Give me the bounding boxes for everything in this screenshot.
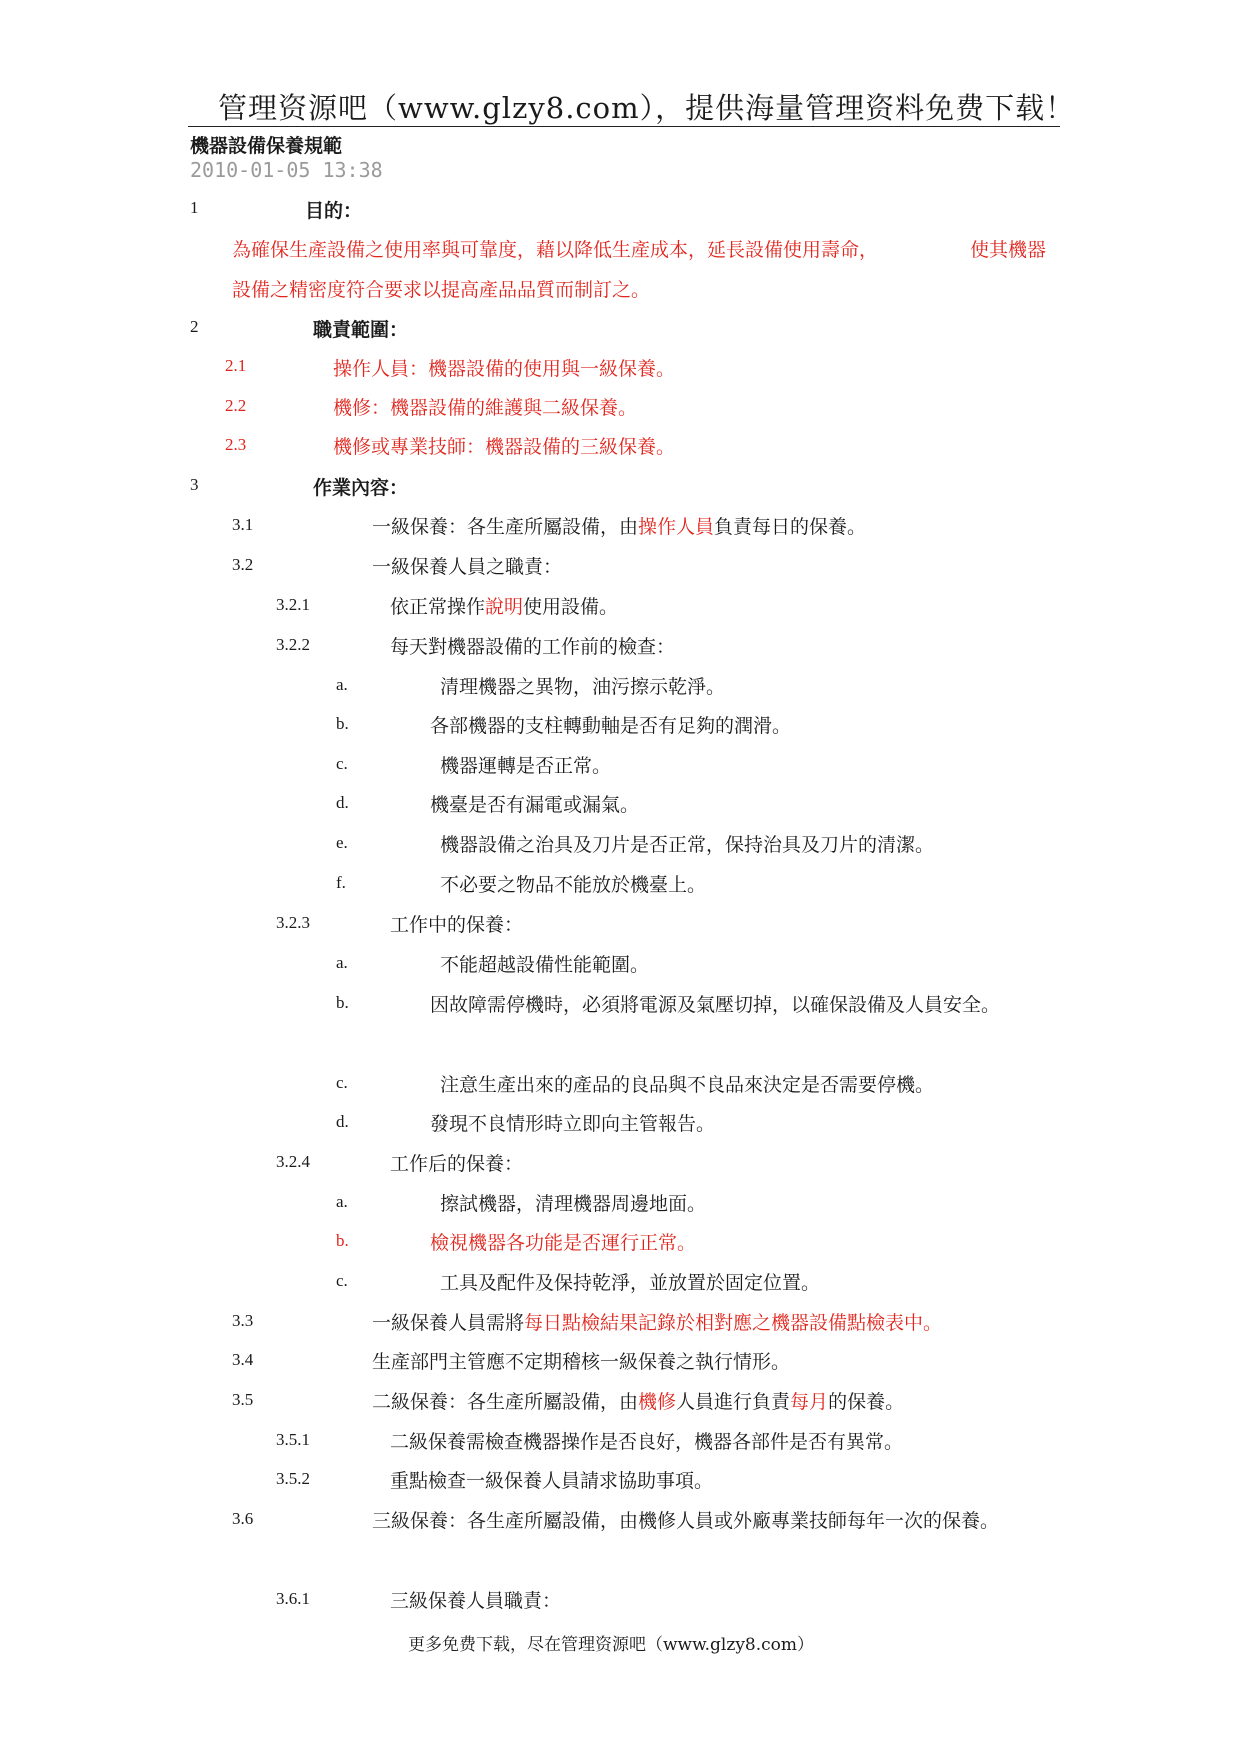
section-1-number: 1 xyxy=(190,198,199,217)
section-1-heading: 目的： xyxy=(305,200,363,222)
list-item-text: 因故障需停機時，必須將電源及氣壓切掉，以確保設備及人員安全。 xyxy=(430,994,1001,1016)
item-3-5-2-text: 重點檢查一級保養人員請求協助事項。 xyxy=(390,1470,714,1492)
header-rule xyxy=(188,126,1060,127)
list-item-text: 檢視機器各功能是否運行正常。 xyxy=(430,1232,697,1254)
list-letter: b. xyxy=(336,1231,349,1250)
list-letter: b. xyxy=(336,714,349,733)
item-3-1-text: 一級保養：各生產所屬設備，由操作人員負責每日的保養。 xyxy=(372,516,867,538)
item-3-5-2-number: 3.5.2 xyxy=(276,1469,310,1488)
section-1-paragraph-line1-end: 使其機器 xyxy=(970,239,1047,261)
item-3-5-1-number: 3.5.1 xyxy=(276,1430,310,1449)
list-item-text: 機器運轉是否正常。 xyxy=(440,755,612,777)
list-letter: d. xyxy=(336,1112,349,1131)
list-letter: d. xyxy=(336,793,349,812)
list-item-text: 清理機器之異物，油污擦示乾淨。 xyxy=(440,676,726,698)
list-letter: a. xyxy=(336,675,348,694)
section-3-heading: 作業內容： xyxy=(313,477,409,499)
item-2-2-number: 2.2 xyxy=(225,396,247,415)
item-3-2-1-text: 依正常操作說明使用設備。 xyxy=(390,596,619,618)
list-item-text: 發現不良情形時立即向主管報告。 xyxy=(430,1113,716,1135)
item-2-3-number: 2.3 xyxy=(225,435,247,454)
item-3-2-1-number: 3.2.1 xyxy=(276,595,310,614)
item-2-1-number: 2.1 xyxy=(225,356,247,375)
list-item-text: 機器設備之治具及刀片是否正常，保持治具及刀片的清潔。 xyxy=(440,834,935,856)
section-3-number: 3 xyxy=(190,475,199,494)
section-2-number: 2 xyxy=(190,317,199,336)
item-3-2-4-number: 3.2.4 xyxy=(276,1152,310,1171)
list-letter: c. xyxy=(336,754,348,773)
list-letter: a. xyxy=(336,1192,348,1211)
item-3-5-1-text: 二級保養需檢查機器操作是否良好，機器各部件是否有異常。 xyxy=(390,1431,904,1453)
section-1-paragraph-line2: 設備之精密度符合要求以提高產品品質而制訂之。 xyxy=(232,279,651,301)
item-3-6-1-number: 3.6.1 xyxy=(276,1589,310,1608)
item-2-1-text: 操作人員：機器設備的使用與一級保養。 xyxy=(333,358,676,380)
list-item-text: 工具及配件及保持乾淨，並放置於固定位置。 xyxy=(440,1272,821,1294)
list-item-text: 各部機器的支柱轉動軸是否有足夠的潤滑。 xyxy=(430,715,792,737)
item-3-4-number: 3.4 xyxy=(232,1350,254,1369)
list-item-text: 注意生產出來的產品的良品與不良品來決定是否需要停機。 xyxy=(440,1074,935,1096)
list-item-text: 不必要之物品不能放於機臺上。 xyxy=(440,874,707,896)
page-footer: 更多免费下载，尽在管理资源吧（www.glzy8.com） xyxy=(408,1635,815,1655)
section-1-paragraph-line1: 為確保生產設備之使用率與可靠度，藉以降低生產成本，延長設備使用壽命， xyxy=(232,239,879,261)
item-3-6-text: 三級保養：各生產所屬設備，由機修人員或外廠專業技師每年一次的保養。 xyxy=(372,1510,1000,1532)
list-item-text: 機臺是否有漏電或漏氣。 xyxy=(430,794,640,816)
list-letter: e. xyxy=(336,833,348,852)
site-banner: 管理资源吧（www.glzy8.com），提供海量管理资料免费下载！ xyxy=(218,91,1076,125)
item-3-5-text: 二級保養：各生產所屬設備，由機修人員進行負責每月的保養。 xyxy=(372,1391,905,1413)
list-item-text: 擦試機器，清理機器周邊地面。 xyxy=(440,1193,707,1215)
list-item-text: 不能超越設備性能範圍。 xyxy=(440,954,650,976)
item-3-3-number: 3.3 xyxy=(232,1311,254,1330)
item-3-6-1-text: 三級保養人員職責： xyxy=(390,1590,562,1612)
item-3-2-4-text: 工作后的保養： xyxy=(390,1153,524,1175)
item-2-3-text: 機修或專業技師：機器設備的三級保養。 xyxy=(333,436,676,458)
item-3-4-text: 生產部門主管應不定期稽核一級保養之執行情形。 xyxy=(372,1351,791,1373)
item-3-2-text: 一級保養人員之職責： xyxy=(372,556,563,578)
section-2-heading: 職責範圍： xyxy=(313,319,409,341)
item-3-2-2-number: 3.2.2 xyxy=(276,635,310,654)
item-3-2-2-text: 每天對機器設備的工作前的檢查： xyxy=(390,636,676,658)
list-letter: c. xyxy=(336,1271,348,1290)
item-3-2-3-text: 工作中的保養： xyxy=(390,914,524,936)
document-date: 2010-01-05 13:38 xyxy=(190,158,383,182)
item-3-2-3-number: 3.2.3 xyxy=(276,913,310,932)
document-title: 機器設備保養規範 xyxy=(190,135,343,157)
item-3-5-number: 3.5 xyxy=(232,1390,254,1409)
list-letter: b. xyxy=(336,993,349,1012)
item-2-2-text: 機修：機器設備的維護與二級保養。 xyxy=(333,397,638,419)
item-3-6-number: 3.6 xyxy=(232,1509,254,1528)
item-3-2-number: 3.2 xyxy=(232,555,254,574)
item-3-1-number: 3.1 xyxy=(232,515,254,534)
list-letter: f. xyxy=(336,873,346,892)
list-letter: a. xyxy=(336,953,348,972)
item-3-3-text: 一級保養人員需將每日點檢結果記錄於相對應之機器設備點檢表中。 xyxy=(372,1312,943,1334)
list-letter: c. xyxy=(336,1073,348,1092)
